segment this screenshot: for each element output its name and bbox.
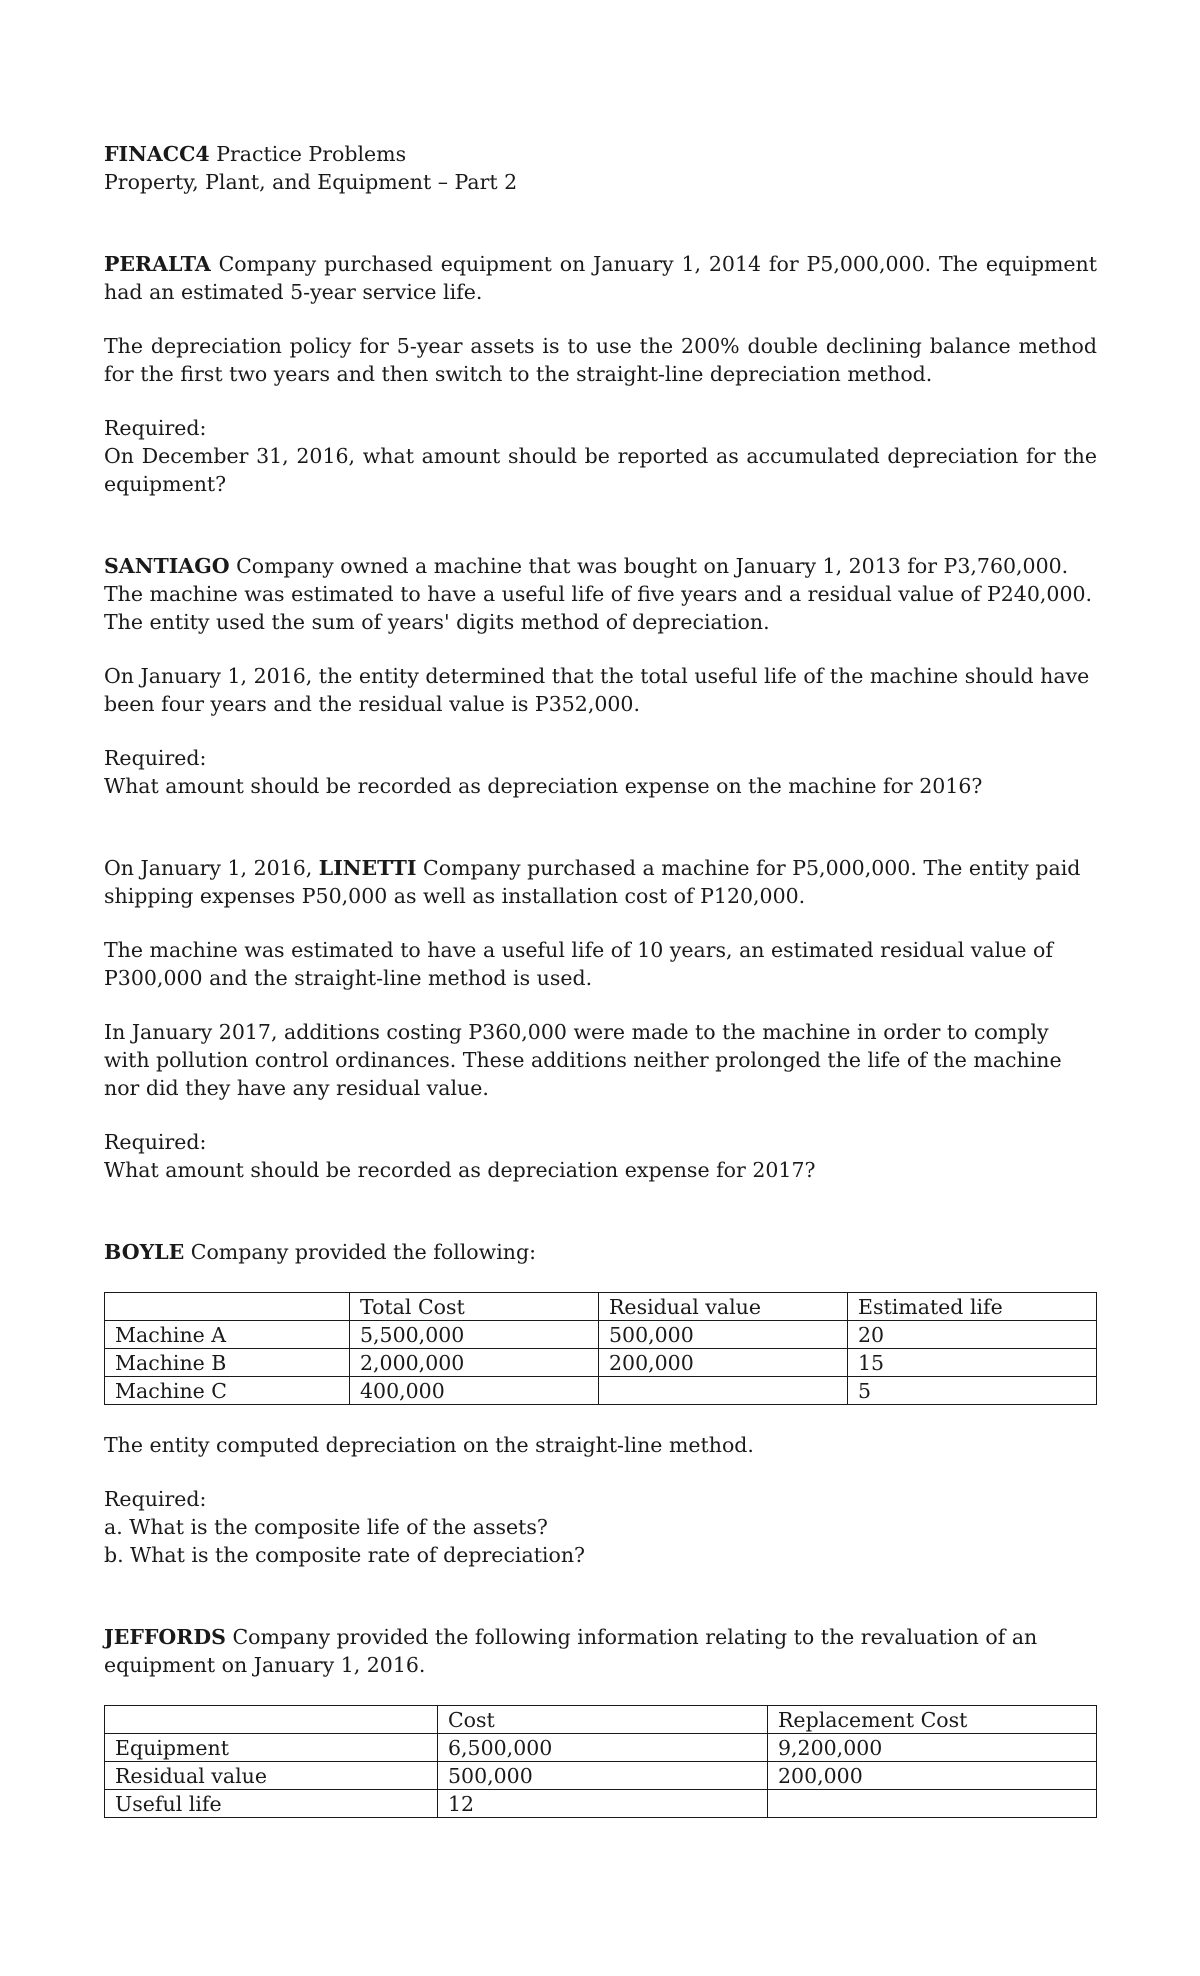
title-rest: Practice Problems [209, 142, 407, 166]
table-cell: 200,000 [599, 1349, 848, 1377]
santiago-company: SANTIAGO [104, 554, 230, 578]
boyle-question-b: b. What is the composite rate of depreciation? [104, 1543, 586, 1567]
jeffords-intro [104, 1623, 1097, 1679]
boyle-question-a: a. What is the composite life of the assets? [104, 1515, 548, 1539]
table-row [105, 1734, 1097, 1762]
boyle-company: BOYLE [104, 1240, 185, 1264]
table-header-cell [105, 1706, 438, 1734]
table-cell: 15 [848, 1349, 1097, 1377]
table-header-cell: Estimated life [848, 1293, 1097, 1321]
table-cell: 200,000 [768, 1762, 1097, 1790]
peralta-policy: The depreciation policy for 5-year assets is to use the 200% double declining balance method for the first two years and then switch to the straight-line depreciation method. [104, 334, 1097, 386]
santiago-question: What amount should be recorded as depreciation expense on the machine for 2016? [104, 774, 983, 798]
table-header-cell: Cost [438, 1706, 768, 1734]
problem-santiago [104, 552, 1097, 800]
problem-jeffords [104, 1623, 1097, 1818]
table-header-cell: Replacement Cost [768, 1706, 1097, 1734]
table-cell: 12 [438, 1790, 768, 1818]
table-cell: 6,500,000 [438, 1734, 768, 1762]
table-header-row [105, 1706, 1097, 1734]
peralta-company: PERALTA [104, 252, 211, 276]
linetti-intro [104, 854, 1097, 910]
linetti-company: LINETTI [318, 856, 417, 880]
document-subtitle: Property, Plant, and Equipment – Part 2 [104, 170, 518, 194]
santiago-required-label: Required: [104, 746, 207, 770]
table-row [105, 1790, 1097, 1818]
table-cell: Useful life [105, 1790, 438, 1818]
table-cell: 5,500,000 [350, 1321, 599, 1349]
table-cell [768, 1790, 1097, 1818]
boyle-intro [104, 1238, 1097, 1266]
table-cell: 5 [848, 1377, 1097, 1405]
santiago-revision: On January 1, 2016, the entity determined that the total useful life of the machine should have been four years and the residual value is P352,000. [104, 664, 1090, 716]
table-cell: 500,000 [438, 1762, 768, 1790]
linetti-question: What amount should be recorded as depreciation expense for 2017? [104, 1158, 816, 1182]
santiago-intro [104, 552, 1097, 636]
table-header-cell: Total Cost [350, 1293, 599, 1321]
table-cell: Residual value [105, 1762, 438, 1790]
table-header-row [105, 1293, 1097, 1321]
boyle-intro-text: Company provided the following: [184, 1240, 536, 1264]
table-cell: Machine C [105, 1377, 350, 1405]
peralta-intro-text: Company purchased equipment on January 1, 2014 for P5,000,000. The equipment had an estimated 5-year service life. [104, 252, 1097, 304]
table-cell: 2,000,000 [350, 1349, 599, 1377]
santiago-intro-text: Company owned a machine that was bought on January 1, 2013 for P3,760,000. The machine was estimated to have a useful life of five years and a residual value of P240,000. The entity used the sum of years' digits method of depreciation. [104, 554, 1093, 634]
table-cell: 20 [848, 1321, 1097, 1349]
document-title [104, 140, 1097, 168]
table-row [105, 1349, 1097, 1377]
table-cell: Machine B [105, 1349, 350, 1377]
peralta-question: On December 31, 2016, what amount should be reported as accumulated depreciation for the equipment? [104, 444, 1097, 496]
table-cell: Machine A [105, 1321, 350, 1349]
linetti-intro-pre: On January 1, 2016, [104, 856, 319, 880]
linetti-estimate: The machine was estimated to have a useful life of 10 years, an estimated residual value of P300,000 and the straight-line method is used. [104, 938, 1053, 990]
linetti-intro-text: Company purchased a machine for P5,000,000. The entity paid shipping expenses P50,000 as well as installation cost of P120,000. [104, 856, 1081, 908]
peralta-required-label: Required: [104, 416, 207, 440]
problem-peralta [104, 250, 1097, 498]
problem-linetti [104, 854, 1097, 1184]
problem-boyle [104, 1238, 1097, 1569]
jeffords-company: JEFFORDS [104, 1625, 226, 1649]
peralta-intro [104, 250, 1097, 306]
table-header-cell [105, 1293, 350, 1321]
course-code: FINACC4 [104, 142, 210, 166]
table-row [105, 1762, 1097, 1790]
table-header-cell: Residual value [599, 1293, 848, 1321]
linetti-required-label: Required: [104, 1130, 207, 1154]
boyle-table [104, 1292, 1097, 1405]
table-cell: 9,200,000 [768, 1734, 1097, 1762]
jeffords-table [104, 1705, 1097, 1818]
table-cell: 400,000 [350, 1377, 599, 1405]
boyle-method-note: The entity computed depreciation on the straight-line method. [104, 1433, 754, 1457]
linetti-additions: In January 2017, additions costing P360,000 were made to the machine in order to comply with pollution control ordinances. These additions neither prolonged the life of the machine nor did they have any residual value. [104, 1020, 1062, 1100]
boyle-required-label: Required: [104, 1487, 207, 1511]
jeffords-intro-text: Company provided the following information relating to the revaluation of an equipment on January 1, 2016. [104, 1625, 1038, 1677]
table-cell: 500,000 [599, 1321, 848, 1349]
table-cell: Equipment [105, 1734, 438, 1762]
table-row [105, 1321, 1097, 1349]
table-cell [599, 1377, 848, 1405]
table-row [105, 1377, 1097, 1405]
